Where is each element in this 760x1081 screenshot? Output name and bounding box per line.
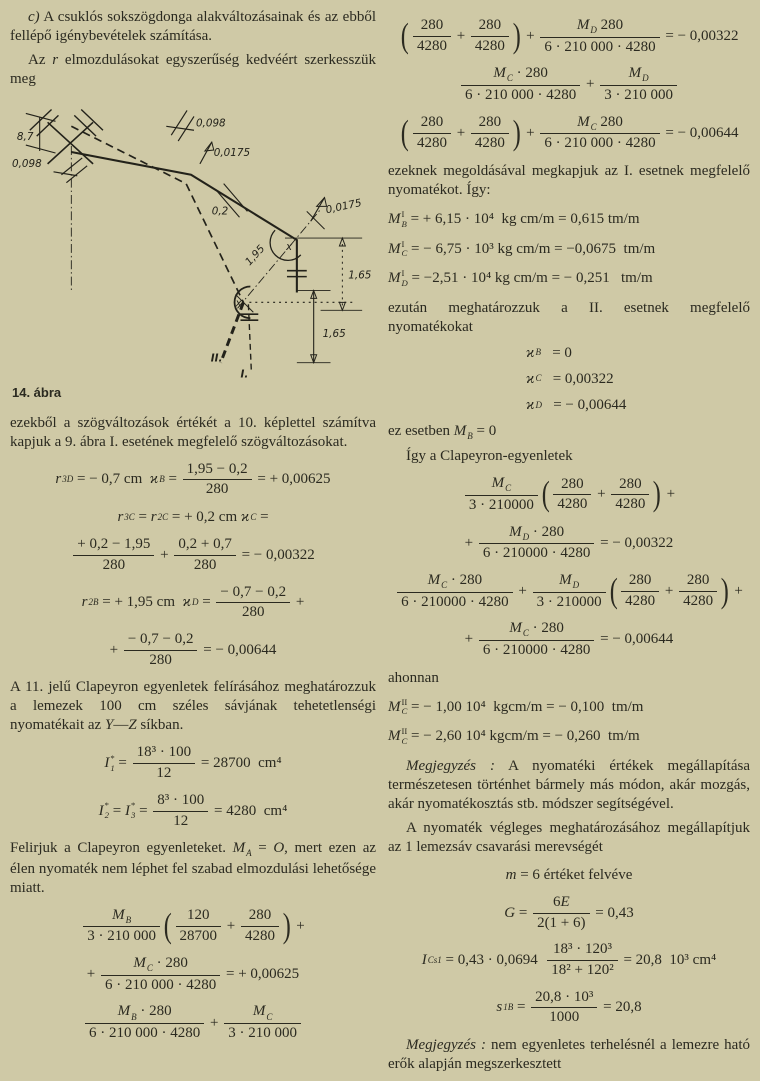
figure-caption: 14. ábra [12,385,62,401]
equation-kappaB-case2: ϰ B = 0 [526,344,572,361]
dim-165-upper-label: 1,65 [348,269,372,282]
equation-top-line2: $\frac{M_C \cdot 280}{6 \cdot 210 000 \cdot 4280}$ + $\frac{M_D}{3 \cdot 210 000}$ [388,65,750,104]
paragraph-clapeyron-11: A 11. jelű Clapeyron egyenletek felírásához meghatározzuk a lemezek 100 cm széles sávjának tehetetlenségi nyomatékait az Y—Z síkban. [10,679,376,734]
paragraph-intro: c) A csuklós sokszögdonga alakváltozásainak és az ebből fellépő igénybevételek számítása. [10,9,376,45]
equation-MI-D: M I D = −2,51 · 10⁴ kg cm/m = − 0,251 tm/m [388,268,653,288]
dashed-heavy-II [221,303,244,363]
dim-87-label: 8,7 [16,131,34,144]
equation-top-line3: ( $\frac{280}{4280}$ + $\frac{280}{4280}$ ) + $\frac{M_C 280}{6 \cdot 210 000 \cdot 4280}$ = − 0,00644 [401,113,739,152]
paragraph-felirjuk: Felirjuk a Clapeyron egyenleteket. $M_A = O$, mert ezen az élen nyomaték nem léphet fel szabad elmozdulási lehetősége miatt. [10,840,377,896]
paragraph-ezutan: ezután meghatározzuk a II. esetnek megfelelő nyomatékokat [388,299,750,335]
paragraph-igy-clapeyron: Így a Clapeyron-egyenletek [406,448,573,465]
dim-0098-left-ticks [54,158,88,183]
dim-02-label: 0,2 [211,205,229,218]
figure-14-drawing [10,101,376,385]
equation-clapeyron2-line4: + $\frac{M_C \cdot 280}{6 \cdot 210000 \cdot 4280}$ = − 0,00644 [464,620,674,658]
label-II: II. [210,352,223,365]
arrow-00175-right [311,198,325,222]
structure-solid [71,152,297,292]
equation-MI-C: M I C = − 6,75 · 10³ kg cm/m = −0,0675 tm/m [388,238,656,259]
equation-inertia-1: I * 1 = $\frac{\text{18³ · 100}}{12}$ = 28700 cm⁴ [104,744,282,782]
equation-clapeyron2-line3: $\frac{M_C \cdot 280}{6 \cdot 210000 \cdot 4280}$ + $\frac{M_D}{3 \cdot 210000}$ ( $\frac{280}{4280}$ + $\frac{280}{4280}$ ) + [388,572,750,611]
arrow-00175-top [200,142,212,164]
equation-inertia-23: I * 2 = I * 3 = $\frac{\text{8³ · 100}}{12}$ = 4280 cm⁴ [98,791,288,829]
angle-x-corner: x [285,241,293,254]
angle-x-bottom: x [235,297,242,310]
support-cross-mark [48,123,94,165]
dim-165-lower-label: 1,65 [322,328,346,341]
equation-kappaC-value: $\frac{+ 0,2 - 1,95}{280}$ + $\frac{0,2 + 0,7}{280}$ = − 0,00322 [10,536,376,574]
figure-14-container [10,101,376,402]
equation-r3d-kappaB: r 3D = − 0,7 cm ϰ B = $\frac{1,95 - 0,2}{280}$ = + 0,00625 [55,460,331,498]
equation-r2b-kappaD: r 2B = + 1,95 cm ϰ D = $\frac{- 0,7 - 0,2}{280}$ + [81,583,305,621]
paragraph-megjegyzes-2: Megjegyzés : nem egyenletes terhelésnél a lemezre ható erők alapján megszerkesztett [388,1037,750,1073]
equation-kappaD-case2: ϰ D = − 0,00644 [526,396,627,413]
paragraph-shift: Az r elmozdulásokat egyszerűség kedvéért szerkesszük meg [10,52,376,88]
dim-0098-left-label: 0,098 [11,158,42,171]
equation-clapeyron2-line1: $\frac{M_C}{3 \cdot 210000}$ ( $\frac{280}{4280}$ + $\frac{280}{4280}$ ) + [388,475,750,514]
paragraph-nyomatek-vegleges: A nyomaték végleges meghatározásához megállapítjuk az 1 lemezsáv csavarási merevségét [388,819,750,855]
paragraph-ezekbol: ezekből a szögváltozások értékét a 10. képlettel számítva kapjuk a 9. ábra I. esetének megfelelő szögváltozásokat. [10,414,376,450]
equation-clapeyron-MB-line1: $\frac{M_B}{3 \cdot 210 000}$ ( $\frac{120}{28700}$ + $\frac{280}{4280}$ ) + [10,907,376,946]
dim-00175-top-label: 0,0175 [213,147,251,160]
equation-clapeyron-MB-line2: + $\frac{M_C \cdot 280}{6 \cdot 210 000 \cdot 4280}$ = + 0,00625 [86,955,300,993]
dim-0098-top-ticks [166,111,194,142]
equation-kappaC-case2: ϰ C = 0,00322 [526,370,614,387]
paragraph-ez-esetben: ez esetben $M_B = 0$ [388,422,497,441]
equation-clapeyron-MB-line3: $\frac{M_B \cdot 280}{6 \cdot 210 000 \cdot 4280}$ + $\frac{M_C}{3 \cdot 210 000}$ [10,1003,376,1042]
equation-s1B: s 1B = $\frac{\text{20,8 · 10³}}{1000}$ = 20,8 [496,988,642,1026]
equation-r3c-r2c: r 3C = r 2C = + 0,2 cm ϰ C = [117,509,269,526]
label-I: I. [240,368,249,381]
dim-00175-right-label: 0,0175 [324,197,363,217]
equation-MII-1: M II C = − 1,00 10⁴ kgcm/m = − 0,100 tm/m [388,696,644,717]
right-column [388,8,750,1079]
left-column [10,8,376,1052]
support-hatch-left [30,110,59,137]
support-hatch-right [74,110,103,137]
equation-MI-B: M I B = + 6,15 · 10⁴ kg cm/m = 0,615 tm/m [388,209,640,229]
dim-195-label: 1,95 [243,242,268,269]
dim-0098-top-label: 0,098 [195,117,226,130]
equation-m6: m = 6 értéket felvéve [505,866,633,883]
equation-MII-2: M II C = − 2,60 10⁴ kgcm/m = − 0,260 tm/m [388,726,640,746]
equation-G: G = $\frac{6E}{2(1 + 6)}$ = 0,43 [504,893,634,931]
equation-Ics1: I Cs1 = 0,43 · 0,0694 $\frac{\text{18³ · 120³}}{\text{18² + 120²}}$ = 20,8 10³ cm⁴ [421,941,717,978]
equation-clapeyron2-line2: + $\frac{M_D \cdot 280}{6 \cdot 210000 \cdot 4280}$ = − 0,00322 [464,523,674,562]
paragraph-megjegyzes-1: Megjegyzés : A nyomatéki értékek megállapítása természetesen történhet bármely más módon, akár mozgás, akár nyomatékosztás stb. módszer segítségével. [388,757,750,812]
paragraph-ezeknek: ezeknek megoldásával megkapjuk az I. esetnek megfelelő nyomatékot. Így: [388,163,750,199]
paragraph-ahonnan: ahonnan [388,669,439,686]
equation-top-line1: ( $\frac{280}{4280}$ + $\frac{280}{4280}$ ) + $\frac{M_D 280}{6 \cdot 210 000 \cdot 4280}$ = − 0,00322 [401,17,739,56]
equation-kappaD-value: + $\frac{- 0,7 - 0,2}{280}$ = − 0,00644 [109,630,277,668]
